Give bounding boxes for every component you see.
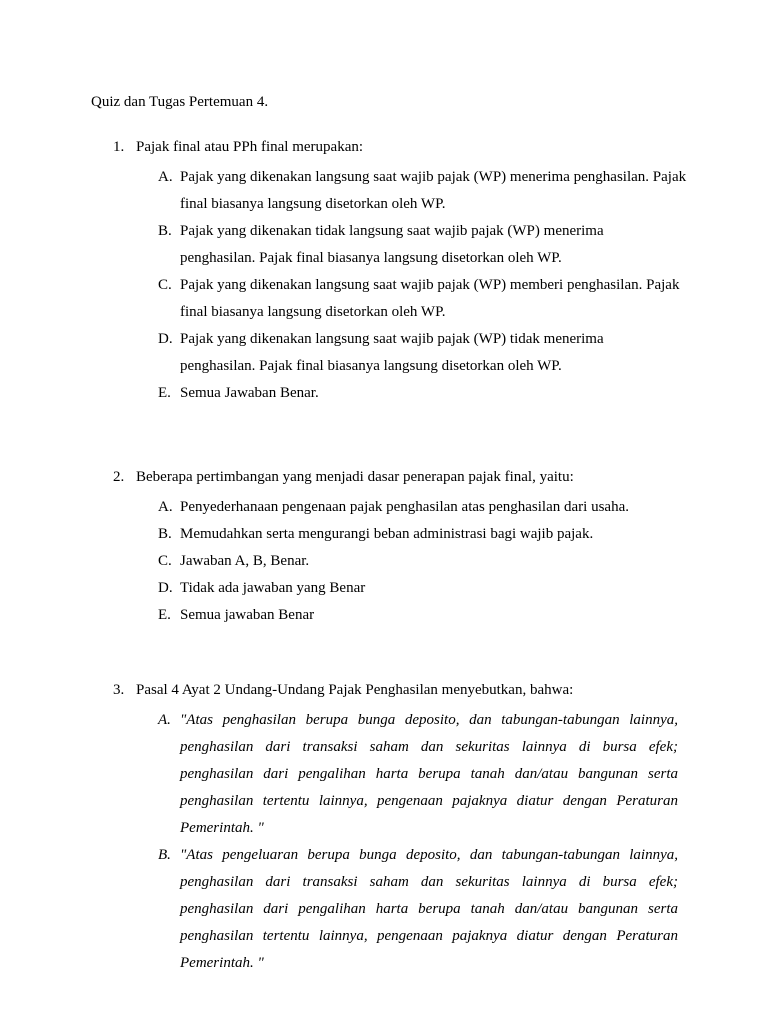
option-letter: E. xyxy=(158,607,171,623)
option-list xyxy=(113,164,687,407)
question-text: Beberapa pertimbangan yang menjadi dasar penerapan pajak final, yaitu: xyxy=(136,469,574,485)
option-letter: B. xyxy=(158,526,172,542)
option-text: Semua Jawaban Benar. xyxy=(180,385,319,401)
option-letter: E. xyxy=(158,385,171,401)
question-number: 1. xyxy=(113,139,125,155)
option-b xyxy=(113,521,700,548)
option-letter: D. xyxy=(158,580,173,596)
option-text: Memudahkan serta mengurangi beban administrasi bagi wajib pajak. xyxy=(180,526,594,542)
option-text: Semua jawaban Benar xyxy=(180,607,315,623)
question-2 xyxy=(113,467,683,629)
question-stem xyxy=(113,680,683,700)
option-text: Tidak ada jawaban yang Benar xyxy=(180,580,366,596)
option-letter: D. xyxy=(158,331,173,347)
option-letter: A. xyxy=(158,712,171,728)
question-1 xyxy=(113,137,687,407)
option-a xyxy=(113,164,690,218)
option-a xyxy=(113,494,700,521)
option-text: Pajak yang dikenakan langsung saat wajib pajak (WP) tidak menerima penghasilan. Pajak final biasanya langsung disetorkan oleh WP. xyxy=(180,331,604,374)
option-list xyxy=(113,494,683,629)
option-text: Pajak yang dikenakan langsung saat wajib pajak (WP) memberi penghasilan. Pajak final biasanya langsung disetorkan oleh WP. xyxy=(180,277,680,320)
option-letter: A. xyxy=(158,499,173,515)
option-list xyxy=(113,707,683,977)
question-text: Pajak final atau PPh final merupakan: xyxy=(136,139,364,155)
option-letter: C. xyxy=(158,553,172,569)
option-text: "Atas pengeluaran berupa bunga deposito, dan tabungan-tabungan lainnya, penghasilan dari transaksi saham dan sekuritas lainnya di bursa efek; penghasilan dari pengalihan harta berupa tanah dan/atau bangunan serta penghasilan tertentu lainnya, pengenaan pajaknya diatur dengan Peraturan Pemerintah. " xyxy=(180,847,678,971)
option-letter: B. xyxy=(158,223,172,239)
option-d xyxy=(113,326,660,380)
option-c xyxy=(113,272,690,326)
option-d xyxy=(113,575,700,602)
option-letter: C. xyxy=(158,277,172,293)
option-text: "Atas penghasilan berupa bunga deposito, dan tabungan-tabungan lainnya, penghasilan dari transaksi saham dan sekuritas lainnya di bursa efek; penghasilan dari pengalihan harta berupa tanah dan/atau bangunan serta penghasilan tertentu lainnya, pengenaan pajaknya diatur dengan Peraturan Pemerintah. " xyxy=(180,712,678,836)
option-letter: B. xyxy=(158,847,171,863)
option-e xyxy=(113,602,700,629)
option-text: Pajak yang dikenakan tidak langsung saat wajib pajak (WP) menerima penghasilan. Pajak final biasanya langsung disetorkan oleh WP. xyxy=(180,223,604,266)
question-number: 3. xyxy=(113,682,125,698)
option-c xyxy=(113,548,700,575)
question-stem xyxy=(113,137,683,157)
question-stem xyxy=(113,467,683,487)
document-title: Quiz dan Tugas Pertemuan 4. xyxy=(91,94,269,110)
option-b xyxy=(113,842,678,977)
option-text: Pajak yang dikenakan langsung saat wajib pajak (WP) menerima penghasilan. Pajak final biasanya langsung disetorkan oleh WP. xyxy=(180,169,687,212)
option-a xyxy=(113,707,678,842)
option-text: Jawaban A, B, Benar. xyxy=(180,553,310,569)
question-text: Pasal 4 Ayat 2 Undang-Undang Pajak Penghasilan menyebutkan, bahwa: xyxy=(136,682,574,698)
option-text: Penyederhanaan pengenaan pajak penghasilan atas penghasilan dari usaha. xyxy=(180,499,629,515)
question-number: 2. xyxy=(113,469,125,485)
option-letter: A. xyxy=(158,169,173,185)
question-3 xyxy=(113,680,683,977)
option-b xyxy=(113,218,660,272)
option-e xyxy=(113,380,660,407)
